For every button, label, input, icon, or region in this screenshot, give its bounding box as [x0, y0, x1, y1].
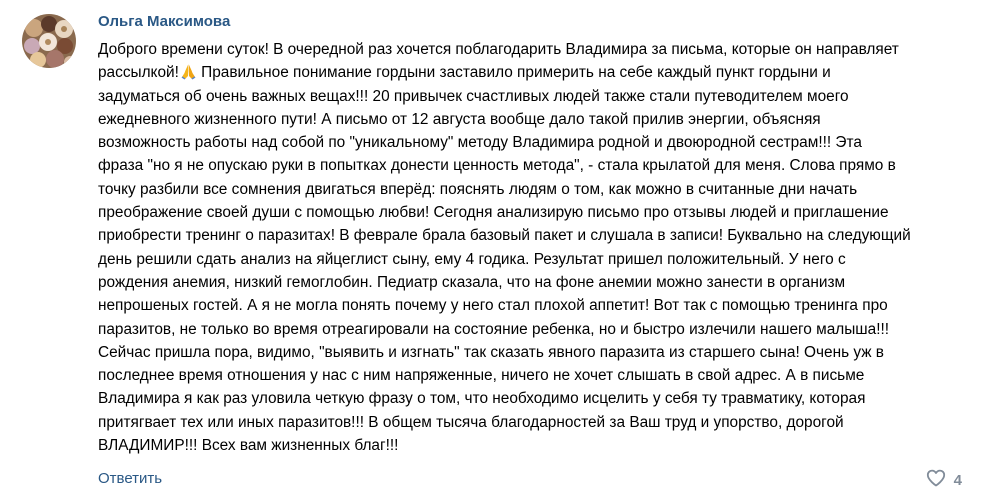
comment-line: возможность работы над собой по "уникальному" методу Владимира родной и двоюродной сестрам!!! Эта	[98, 134, 862, 152]
reply-button[interactable]: Ответить	[98, 470, 163, 487]
heart-icon	[926, 469, 946, 492]
comment-line: ежедневного жизненного пути! А письмо от 12 августа вообще дало такой прилив энергии, объясняя	[98, 110, 821, 128]
comment-line: паразитов, не только во время отреагировали на состояние ребенка, но и быстро излечили нашего малыша!!!	[98, 320, 890, 338]
comment-line: фраза "но я не опускаю руки в попытках донести ценность метода", - стала крылатой для меня. Слова прямо в	[98, 157, 896, 175]
comment-line: притягвает тех или иных паразитов!!! В общем тысяча благодарностей за Ваш труд и упорство, дорогой	[98, 413, 844, 431]
comment-line-part: Правильное понимание гордыни заставило примерить на себе каждый пункт гордыни и	[196, 64, 831, 82]
comment-line-part: рассылкой!	[98, 64, 179, 82]
comment-line: Доброго времени суток! В очередной раз хочется поблагодарить Владимира за письма, которые он направляет	[98, 41, 899, 58]
comment-text	[98, 38, 978, 457]
comment-line: ВЛАДИМИР!!! Всех вам жизненных благ!!!	[98, 437, 399, 455]
like-button[interactable]	[926, 469, 962, 492]
comment-line: Владимира я как раз уловила четкую фразу о том, что необходимо исцелить у себя ту травматику, которая	[98, 390, 866, 408]
avatar[interactable]	[22, 14, 76, 68]
comment-line: Сейчас пришла пора, видимо, "выявить и изгнать" так сказать явного паразита из старшего сына! Очень уж в	[98, 343, 884, 361]
comment-line: задуматься об очень важных вещах!!! 20 привычек счастливых людей также стали путеводителем моего	[98, 87, 849, 105]
author-name[interactable]: Ольга Максимова	[98, 13, 231, 30]
comment-line: непрошеных гостей. А я не могла понять почему у него стал плохой аппетит! Вот так с помощью тренинга про	[98, 297, 888, 315]
like-count: 4	[953, 472, 962, 489]
comment-line	[98, 61, 978, 84]
praying-hands-icon	[180, 63, 197, 80]
comment-line: преображение своей души с помощью любви! Сегодня анализирую письмо про отзывы людей и приглашение	[98, 204, 889, 222]
comment-line: последнее время отношения у нас с ним напряженные, ничего не хочет слышать в свой адрес. А в письме	[98, 367, 865, 385]
comment-line: рождения анемия, низкий гемоглобин. Педиатр сказала, что на фоне анемии можно занести в организм	[98, 273, 846, 291]
comment-line: точку разбили все сомнения двигаться вперёд: пояснять людям о том, как можно в считанные дни начать	[98, 180, 858, 198]
comment-line: день решили сдать анализ на яйцеглист сыну, ему 4 годика. Результат пришел положительный. У него с	[98, 250, 846, 268]
comment-line: приобрести тренинг о паразитах! В феврале брала базовый пакет и слушала в записи! Буквально на следующий	[98, 227, 911, 245]
